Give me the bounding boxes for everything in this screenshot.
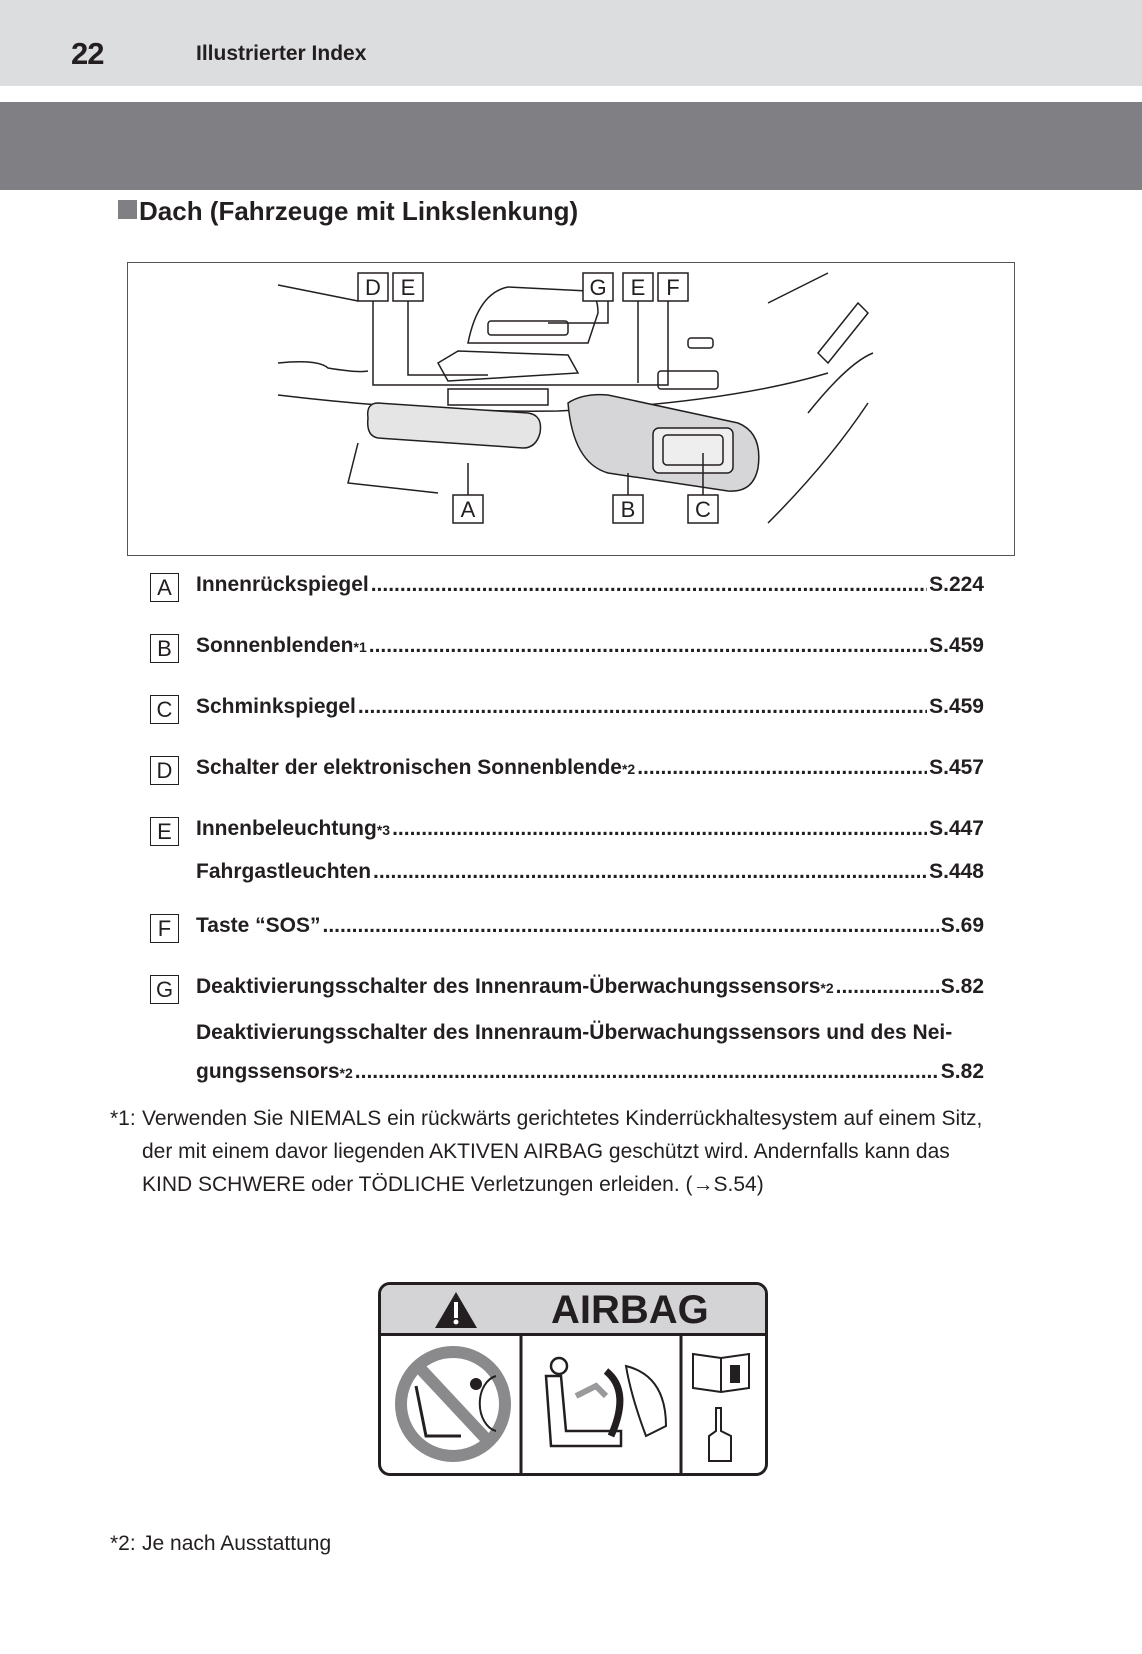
page-reference[interactable]: S.457 [929,756,984,779]
footnote-line: KIND SCHWERE oder TÖDLICHE Verletzungen erleiden. (→S.54) [142,1173,764,1196]
callout-C: C [695,497,711,522]
callout-F: F [666,275,680,300]
callout-B: B [620,497,636,522]
page-number: 22 [71,36,104,71]
header-band [0,102,1142,190]
manual-page: 22 Illustrierter Index Dach (Fahrzeuge mit Linkslenkung) D E G E F A B C A Innenrückspiegel ..... S.224 B Sonnenblenden *1 ..... S.459 C Schminkspiegel ..... S.459 D Schalter der elektronischen Sonnenblende *2 ..... S.457 E Innenbeleuchtung *3 ..... S.447 Fahrgastleuchten ..... S.448 F Taste “SOS” ..... S.69 G Deaktivierungsschalter des Innenraum-Überwachungssensors *2 ..... S.82 Deaktivierungsschalter des Innenraum-Überwachungssensors und des Nei- gungssensors *2 ..... S.82 *1: Verwenden Sie NIEMALS ein rückwärts gerichtetes Kinderrückhaltesystem auf einem Sitz, der mit einem davor liegenden AKTIVEN AIRBAG geschützt wird. Andernfalls kann das KIND SCHWERE oder TÖDLICHE Verletzungen erleiden. (→S.54) AIRBAG *2: Je nach Ausstattung [0,0,1142,1654]
item-letter-box: C [150,695,179,724]
section-heading [118,196,578,227]
leader-dots [358,695,927,719]
callout-G: G [589,275,607,300]
footnote-line: Je nach Ausstattung [142,1532,332,1555]
index-item-g2-line1: Deaktivierungsschalter des Innenraum-Überwachungssensors und des Nei- [196,1021,953,1044]
item-letter-box: D [150,756,179,785]
square-bullet-icon [118,200,137,219]
callout-A: A [460,497,476,522]
leader-dots [836,975,939,999]
item-letter-box: E [150,817,179,846]
page-reference[interactable]: S.69 [940,914,984,937]
no-rear-facing-child-seat-icon [401,1352,505,1456]
item-letter-box: A [150,573,179,602]
leader-dots [373,860,927,884]
leader-dots [355,1060,939,1084]
item-text: gungssensors [196,1060,340,1083]
item-text: Fahrgastleuchten [196,860,372,883]
item-text: Deaktivierungsschalter des Innenraum-Überwachungssensors [196,975,821,998]
item-text: Schminkspiegel [196,695,356,718]
item-text: Taste “SOS” [196,914,321,937]
page-reference[interactable]: S.459 [929,634,984,657]
footnote-mark: *2: [110,1532,136,1555]
footnote-1 [110,1102,983,1201]
page-header [0,0,1142,86]
page-reference[interactable]: S.82 [940,975,984,998]
footnote-line: Verwenden Sie NIEMALS ein rückwärts gerichtetes Kinderrückhaltesystem auf einem Sitz, [142,1107,983,1130]
leader-dots [392,817,927,841]
callout-E: E [400,275,416,300]
item-text: Innenbeleuchtung [196,817,377,840]
item-letter-box: G [150,975,179,1004]
leader-dots [371,573,927,597]
airbag-pictograms [381,1336,765,1473]
airbag-title: AIRBAG [551,1288,709,1332]
item-text: Innenrückspiegel [196,573,369,596]
item-letter-box: B [150,634,179,663]
callout-D: D [365,275,381,300]
leader-dots [369,634,927,658]
airbag-label-header [381,1285,765,1336]
page-reference[interactable]: S.459 [929,695,984,718]
footnote-mark: *1: [110,1107,136,1130]
item-text: Sonnenblenden [196,634,354,657]
chapter-title: Illustrierter Index [196,42,367,65]
read-manual-icon [693,1354,749,1461]
footnote-line: der mit einem davor liegenden AKTIVEN AIRBAG geschützt wird. Andernfalls kann das [142,1140,950,1163]
page-reference[interactable]: S.82 [940,1060,984,1083]
roof-drawing [128,263,1014,555]
leader-dots [322,914,938,938]
page-reference[interactable]: S.448 [929,860,984,883]
item-text: Schalter der elektronischen Sonnenblende [196,756,622,779]
footnote-2 [110,1527,332,1560]
page-reference[interactable]: S.224 [929,573,984,596]
leader-dots [637,756,927,780]
page-reference[interactable]: S.447 [929,817,984,840]
warning-triangle-icon [433,1290,479,1330]
airbag-warning-label [378,1282,768,1476]
item-letter-box: F [150,914,179,943]
airbag-deployment-icon [546,1358,666,1446]
callout-E2: E [630,275,646,300]
section-heading-text: Dach (Fahrzeuge mit Linkslenkung) [139,196,579,226]
roof-illustration [127,262,1015,556]
